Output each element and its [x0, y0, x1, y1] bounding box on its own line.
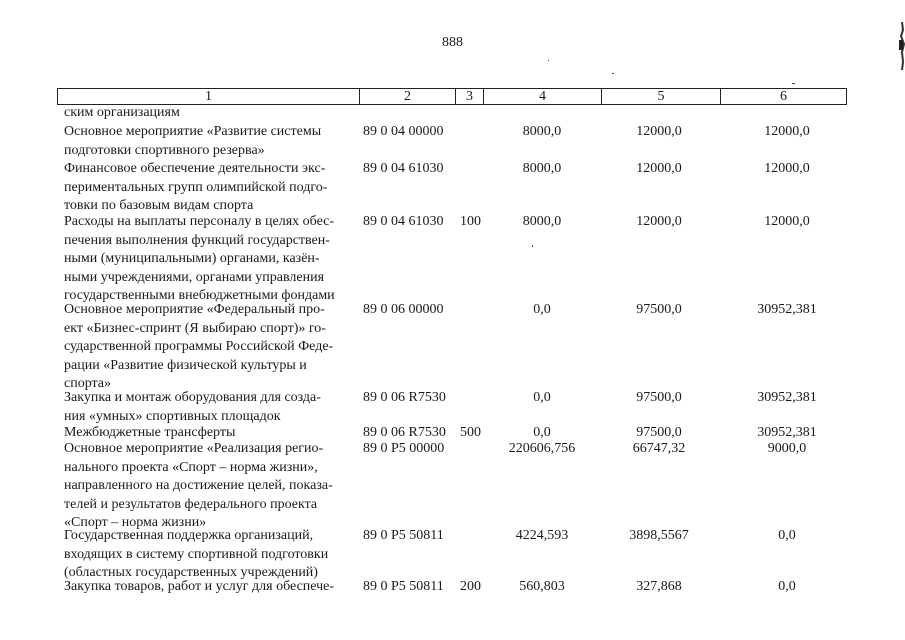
- scan-speck: [548, 60, 549, 61]
- row-name: Основное мероприятие «Федеральный про- ект «Бизнес-спринт (Я выбираю спорт)» го- сударственной программы Российской Феде- рации «Развитие физической культуры и спорта»: [64, 302, 334, 392]
- scan-edge-mark: [897, 22, 905, 70]
- row-value-col5: 97500,0: [636, 390, 682, 405]
- table-header-row: [57, 88, 847, 105]
- row-expense-type: 500: [460, 425, 481, 440]
- row-expense-type: 100: [460, 214, 481, 229]
- row-value-col5: 12000,0: [636, 214, 682, 229]
- row-value-col6: 30952,381: [757, 390, 817, 405]
- row-name: Основное мероприятие «Реализация регио- нального проекта «Спорт – норма жизни», направленного на достижение целей, показа- телей и результатов федерального проекта «Спорт – норма жизни»: [64, 441, 333, 531]
- row-value-col5: 97500,0: [636, 302, 682, 317]
- scan-speck: [532, 245, 533, 247]
- row-name: Расходы на выплаты персоналу в целях обес- печения выполнения функций государствен- ными (муниципальными) органами, казён- ными учреждениями, органами управления государственными внебюджетными фондами: [64, 214, 335, 304]
- row-value-col4: 220606,756: [508, 441, 576, 456]
- header-col-2: 2: [359, 89, 455, 104]
- row-value-col6: 12000,0: [764, 214, 810, 229]
- row-value-col6: 30952,381: [757, 302, 817, 317]
- header-col-4: 4: [483, 89, 601, 104]
- header-col-5: 5: [601, 89, 720, 104]
- row-value-col6: 0,0: [778, 579, 796, 594]
- row-value-col6: 0,0: [778, 528, 796, 543]
- row-code: 89 0 P5 00000: [363, 441, 445, 456]
- row-code: 89 0 P5 50811: [363, 579, 444, 594]
- row-value-col5: 12000,0: [636, 124, 682, 139]
- row-value-col4: 8000,0: [522, 214, 562, 229]
- row-name: Основное мероприятие «Развитие системы подготовки спортивного резерва»: [64, 124, 322, 158]
- row-name: Финансовое обеспечение деятельности экс- периментальных групп олимпийской подго- товки по базовым видам спорта: [64, 161, 328, 214]
- page-number: 888: [442, 35, 463, 50]
- row-value-col4: 4224,593: [515, 528, 569, 543]
- row-value-col4: 0,0: [533, 425, 551, 440]
- row-value-col5: 327,868: [636, 579, 682, 594]
- row-code: 89 0 06 R7530: [363, 390, 446, 405]
- row-code: 89 0 P5 50811: [363, 528, 444, 543]
- header-col-3: 3: [455, 89, 483, 104]
- row-value-col6: 30952,381: [757, 425, 817, 440]
- row-code: 89 0 06 R7530: [363, 425, 446, 440]
- continuation-text: ским организациям: [64, 105, 180, 120]
- row-value-col5: 3898,5567: [629, 528, 689, 543]
- row-value-col4: 0,0: [533, 302, 551, 317]
- row-value-col5: 66747,32: [632, 441, 686, 456]
- row-value-col4: 560,803: [519, 579, 565, 594]
- header-col-1: 1: [205, 89, 212, 104]
- row-name: Закупка и монтаж оборудования для созда- ния «умных» спортивных площадок: [64, 390, 321, 424]
- row-code: 89 0 04 61030: [363, 161, 444, 176]
- row-value-col6: 9000,0: [767, 441, 807, 456]
- row-code: 89 0 04 00000: [363, 124, 444, 139]
- row-name: Закупка товаров, работ и услуг для обеспече-: [64, 579, 335, 594]
- row-value-col6: 12000,0: [764, 161, 810, 176]
- row-code: 89 0 06 00000: [363, 302, 444, 317]
- row-value-col4: 8000,0: [522, 161, 562, 176]
- row-name: Государственная поддержка организаций, входящих в систему спортивной подготовки (областных государственных учреждений): [64, 528, 329, 581]
- row-name: Межбюджетные трансферты: [64, 425, 236, 440]
- row-value-col5: 12000,0: [636, 161, 682, 176]
- scan-speck: [792, 83, 795, 84]
- header-col-6: 6: [720, 89, 846, 104]
- row-value-col6: 12000,0: [764, 124, 810, 139]
- row-code: 89 0 04 61030: [363, 214, 444, 229]
- row-value-col4: 0,0: [533, 390, 551, 405]
- row-expense-type: 200: [460, 579, 481, 594]
- row-value-col4: 8000,0: [522, 124, 562, 139]
- scan-speck: [612, 73, 614, 74]
- row-value-col5: 97500,0: [636, 425, 682, 440]
